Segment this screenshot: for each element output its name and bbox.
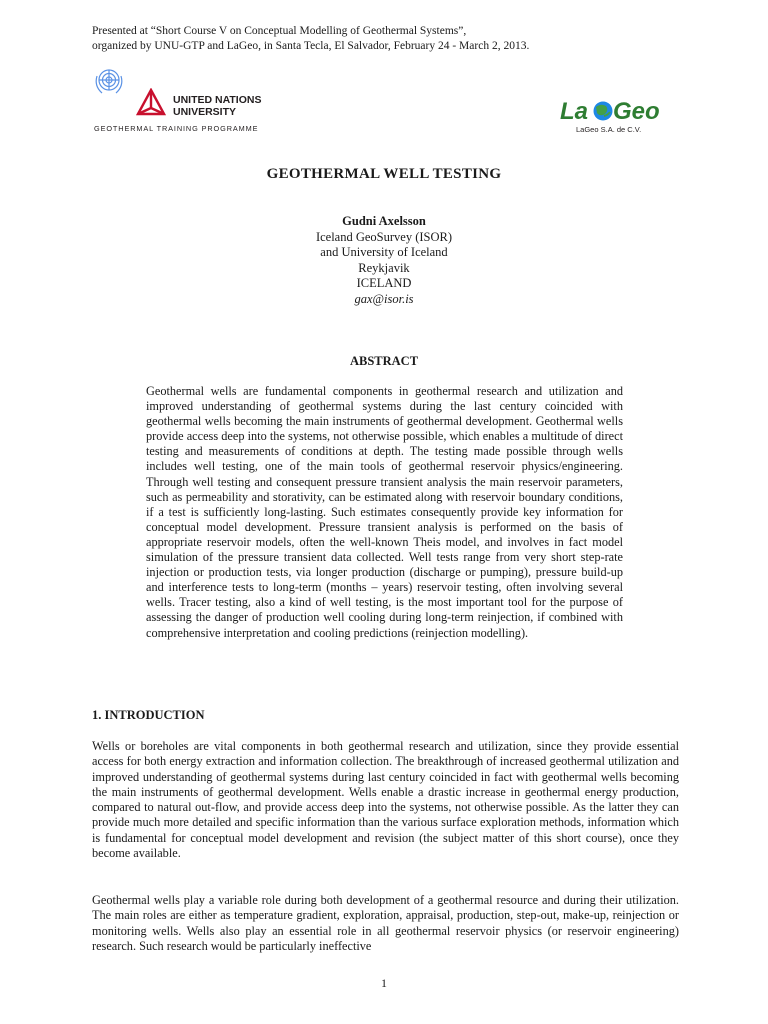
lageo-wordmark-right: Geo [613,98,660,125]
unu-name [173,95,261,118]
lageo-logo [560,96,680,126]
author-block [0,214,768,308]
section-heading-introduction: 1. INTRODUCTION [92,708,205,722]
lageo-wordmark-left: La [560,98,589,125]
body-paragraph: Geothermal wells play a variable role during both development of a geothermal resource and during their utilization. The main roles are either as temperature gradient, exploration, appraisal, production, step-out, make-up, reinjection or monitoring wells. Wells also play an essential role in all geothermal reservoir physics (or reservoir engineering) research. Such research would be particularly ineffective [92,893,679,953]
affiliation-line: ICELAND [356,276,412,291]
presented-line-2: organized by UNU-GTP and LaGeo, in Santa Tecla, El Salvador, February 24 - March 2, 2013. [92,40,530,52]
affiliation-line: Iceland GeoSurvey (ISOR) [315,229,453,244]
affiliation-line: and University of Iceland [320,245,448,260]
presented-line-1: Presented at “Short Course V on Conceptual Modelling of Geothermal Systems”, [92,25,467,37]
paper-title: GEOTHERMAL WELL TESTING [266,166,502,182]
programme-label: GEOTHERMAL TRAINING PROGRAMME [94,124,259,133]
lageo-company-label: LaGeo S.A. de C.V. [576,125,642,134]
author-name: Gudni Axelsson [342,214,426,228]
affiliation-line: Reykjavik [358,260,410,275]
unu-name-line-1: UNITED NATIONS [173,94,262,106]
body-paragraph: Wells or boreholes are vital components in both geothermal research and utilization, since they provide essential access for both energy extraction and information collection. The breakthrough of increased geothermal utilization and improved understanding of geothermal systems during last century coincided in fact with geothermal wells becoming the main instruments of geothermal development. Wells enable a drastic increase in geothermal energy production, compared to natural out-flow, and provide access deep into the systems, not otherwise possible. As the latter they can provide much more detailed and specific information than the various surface exploration methods, information which is fundamental for conceptual model development and revision (the subject matter of this short course), once they become available. [92,739,679,861]
un-emblem-icon [92,66,126,96]
globe-icon [594,102,613,121]
unu-name-line-2: UNIVERSITY [173,105,237,118]
abstract-text: Geothermal wells are fundamental components in geothermal research and utilization and improved understanding of geothermal systems during the last century coincided with geothermal wells becoming the main instruments of geothermal development. Geothermal wells provide access deep into the systems, not otherwise possible, which enables a multitude of direct testing and measurements of conditions at depth. The testing made possible through wells includes well testing, one of the main tools of geothermal reservoir physics/engineering. Through well testing and consequent pressure transient analysis the main reservoir parameters, such as permeability and storativity, can be estimated along with reservoir boundary conditions, if a test is sufficiently long-lasting. Such estimates consequently provide key information for conceptual model development. Pressure transient analysis is performed on the basis of appropriate reservoir models, often the well-known Theis model, and involves in fact model simulation of the pressure transient data collected. Well tests range from very short step-rate injection or production tests, via longer production (discharge or pumping), pressure build-up and interference tests to long-term (months – years) reservoir testing, often involving several wells. Tracer testing, also a kind of well testing, is the most important tool for the purpose of assessing the danger of production well cooling during long-term reinjection, if combined with comprehensive interpretation and cooling predictions (reinjection modelling). [146,384,623,640]
abstract-heading: ABSTRACT [349,354,419,368]
page-number: 1 [381,976,387,990]
presented-at-note [92,24,692,54]
author-email: gax@isor.is [354,291,414,306]
unu-triangle-icon [136,88,166,118]
